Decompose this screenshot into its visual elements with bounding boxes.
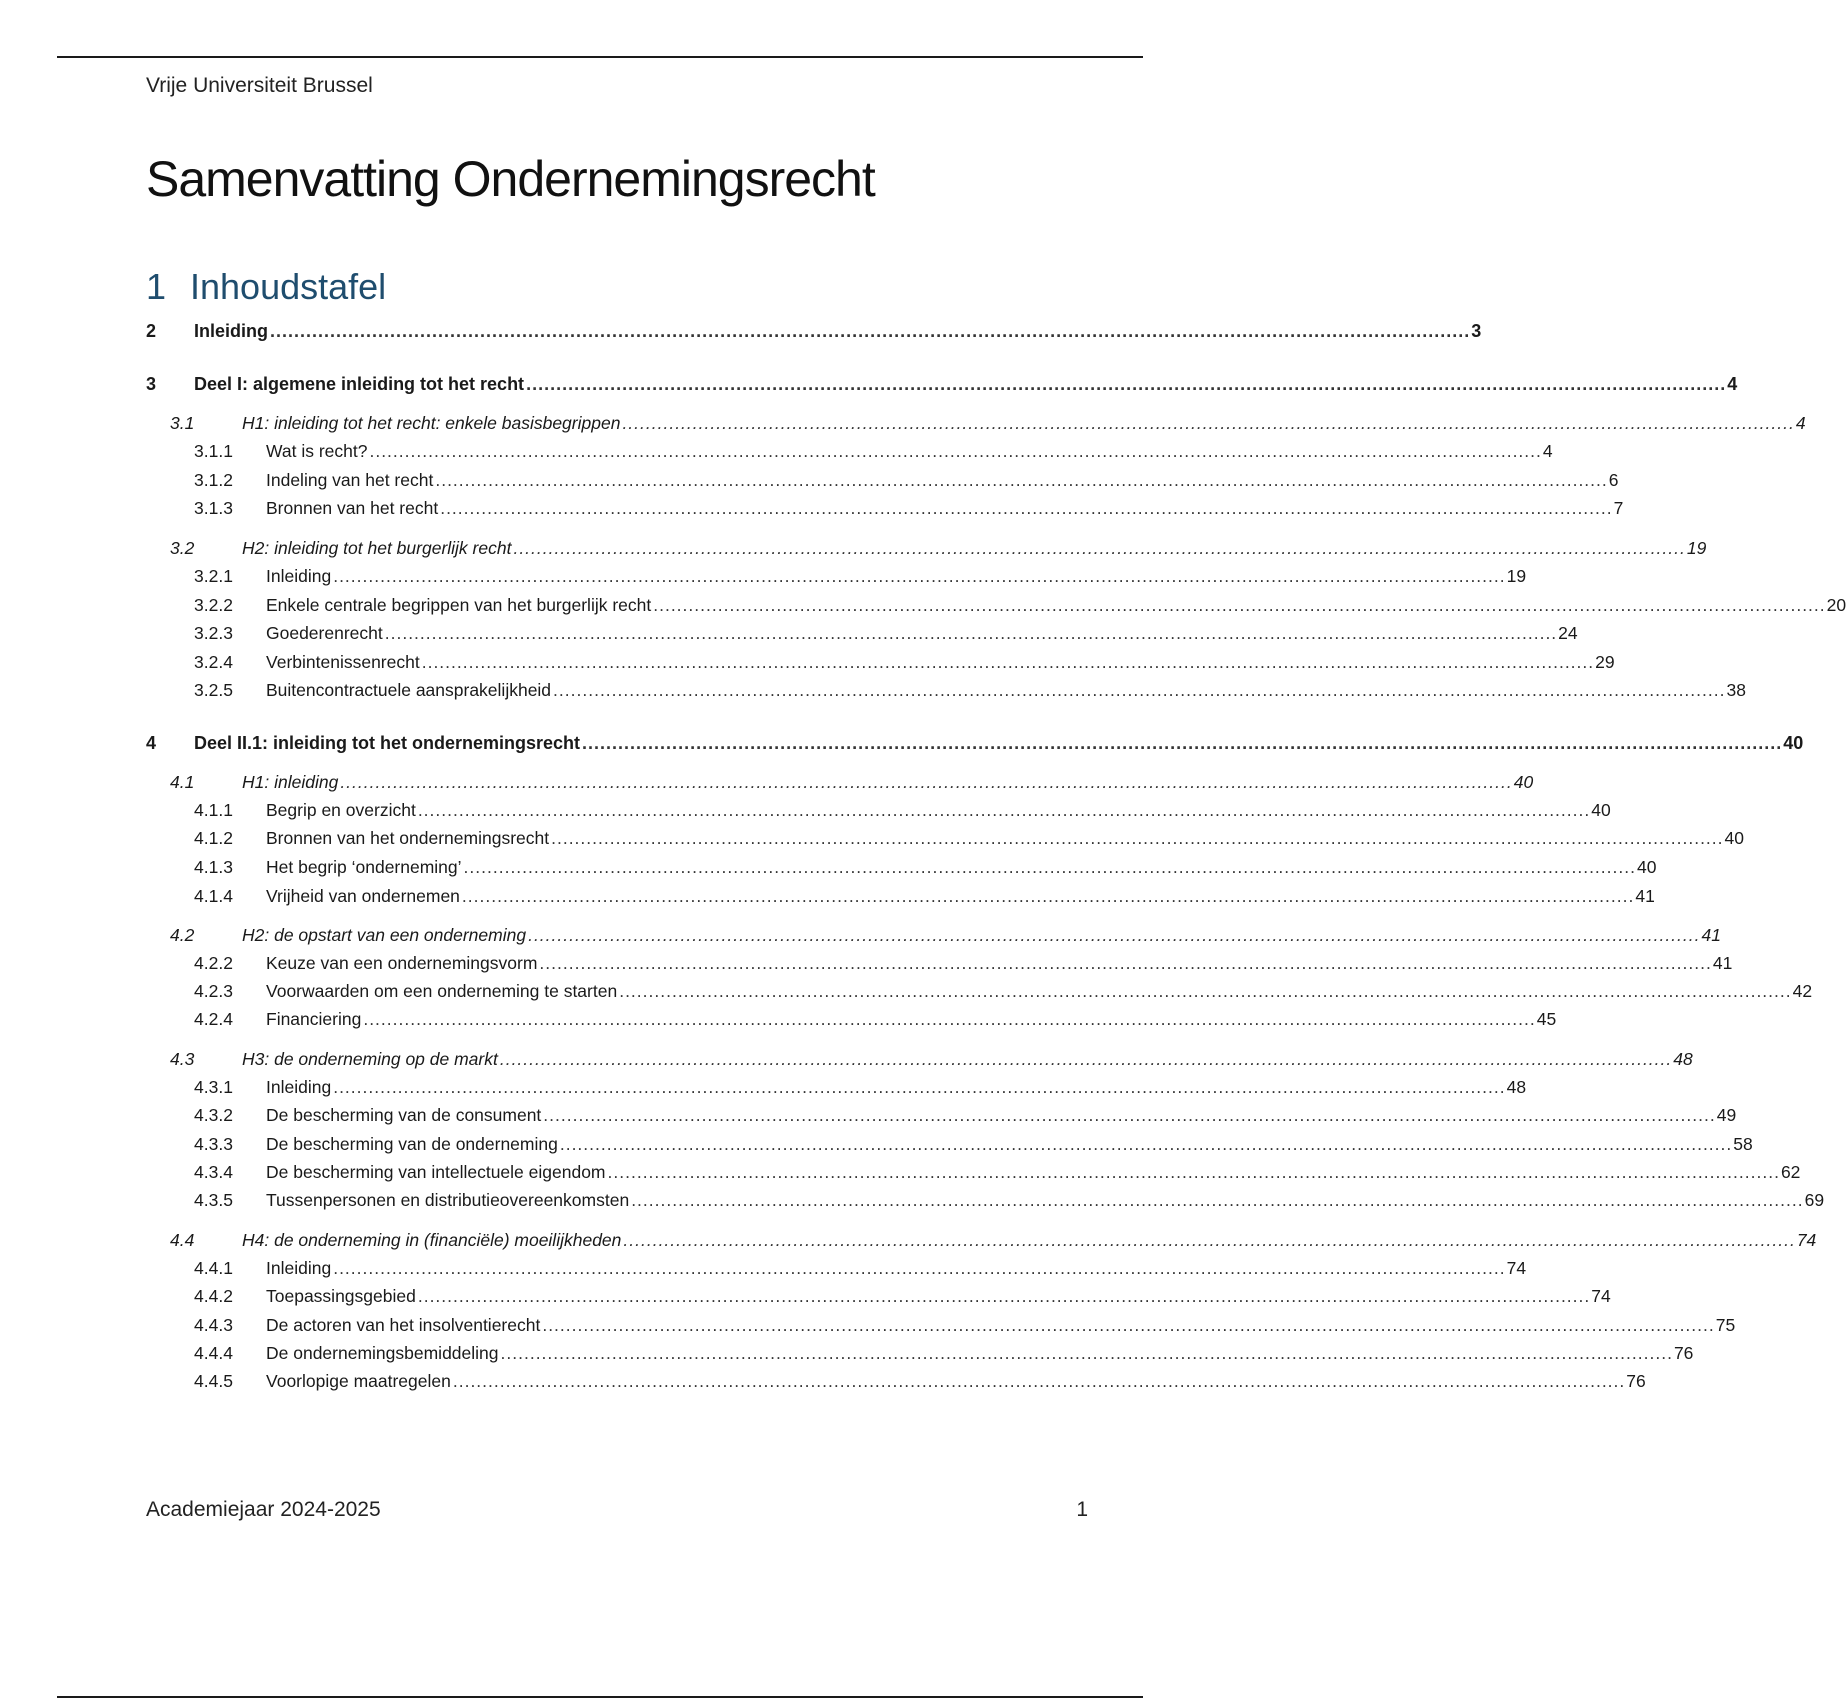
toc-entry[interactable]: [0, 797, 1611, 823]
toc-entry-page: 40: [1636, 857, 1657, 877]
toc-leader-dots: ........................................................................................................................................................................................................: [417, 1286, 1591, 1306]
toc-entry[interactable]: [0, 1283, 1611, 1309]
toc-entry[interactable]: [0, 535, 1707, 561]
toc-entry[interactable]: [0, 950, 1733, 976]
toc-entry-number: 4.3.4: [194, 1162, 233, 1182]
toc-entry-link[interactable]: [266, 1161, 1801, 1183]
toc-entry[interactable]: [0, 769, 1534, 795]
toc-leader-dots: ........................................................................................................................................................................................................: [363, 1009, 1536, 1029]
toc-entry-title: De bescherming van intellectuele eigendom: [266, 1162, 606, 1182]
toc-entry-page: 48: [1673, 1049, 1693, 1069]
toc-entry-number: 4.2.2: [194, 953, 233, 973]
toc-entry-title: De bescherming van de onderneming: [266, 1134, 558, 1154]
toc-entry[interactable]: [0, 1227, 1817, 1253]
toc-entry-page: 7: [1613, 498, 1624, 518]
toc-entry-link[interactable]: [266, 651, 1615, 673]
toc-leader-dots: ........................................................................................................................................................................................................: [607, 1162, 1780, 1182]
toc-entry[interactable]: [0, 922, 1721, 948]
toc-entry-title: Inleiding: [194, 321, 268, 341]
toc-entry-number: 4.2: [170, 925, 195, 945]
toc-entry[interactable]: [0, 1074, 1527, 1100]
toc-entry-title: Verbintenissenrecht: [266, 652, 420, 672]
toc-entry-page: 4: [1795, 413, 1806, 433]
toc-entry-number: 3.2.3: [194, 623, 233, 643]
toc-entry-link[interactable]: [266, 1342, 1694, 1364]
toc-entry-page: 42: [1792, 981, 1813, 1001]
toc-leader-dots: ........................................................................................................................................................................................................: [500, 1343, 1673, 1363]
toc-entry-link[interactable]: [266, 980, 1813, 1002]
toc-entry[interactable]: [0, 1187, 1825, 1213]
toc-entry-link[interactable]: [242, 412, 1806, 434]
toc-leader-dots: ........................................................................................................................................................................................................: [528, 925, 1701, 945]
toc-entry-number: 4.2.3: [194, 981, 233, 1001]
toc-leader-dots: ........................................................................................................................................................................................................: [421, 652, 1595, 672]
toc-entry-title: Keuze van een ondernemingsvorm: [266, 953, 538, 973]
toc-entry-number: 3.1.1: [194, 441, 233, 461]
toc-leader-dots: ........................................................................................................................................................................................................: [619, 981, 1792, 1001]
toc-leader-dots: ........................................................................................................................................................................................................: [463, 857, 1636, 877]
toc-entry-title: Financiering: [266, 1009, 362, 1029]
toc-leader-dots: ........................................................................................................................................................................................................: [333, 566, 1506, 586]
footer-rule: [57, 1696, 1143, 1698]
toc-entry[interactable]: [0, 1131, 1753, 1157]
toc-entry-number: 4.1.3: [194, 857, 233, 877]
toc-entry-number: 4.3.2: [194, 1105, 233, 1125]
toc-entry-number: 4.1.2: [194, 828, 233, 848]
toc-entry-number: 4.4.5: [194, 1371, 233, 1391]
toc-heading-number: 1: [146, 266, 167, 307]
toc-entry-page: 75: [1715, 1315, 1736, 1335]
toc-entry-page: 74: [1591, 1286, 1611, 1306]
toc-entry-number: 3.1: [170, 413, 195, 433]
toc-entry-title: Inleiding: [266, 1077, 332, 1097]
toc-entry-link[interactable]: [266, 469, 1619, 491]
toc-entry-link[interactable]: [266, 679, 1746, 701]
toc-entry[interactable]: [0, 1312, 1736, 1338]
toc-leader-dots: ........................................................................................................................................................................................................: [526, 374, 1727, 394]
toc-leader-dots: ........................................................................................................................................................................................................: [513, 538, 1686, 558]
toc-entry-title: Deel I: algemene inleiding tot het recht: [194, 374, 525, 394]
footer-academic-year: Academiejaar 2024-2025: [146, 1498, 381, 1521]
toc-leader-dots: ........................................................................................................................................................................................................: [417, 800, 1591, 820]
toc-leader-dots: ........................................................................................................................................................................................................: [452, 1371, 1626, 1391]
toc-entry[interactable]: [0, 620, 1578, 646]
toc-entry[interactable]: [0, 1368, 1646, 1394]
toc-entry-page: 40: [1724, 828, 1744, 848]
toc-entry[interactable]: [0, 1255, 1527, 1281]
toc-entry[interactable]: [0, 730, 1804, 756]
toc-entry-number: 4: [146, 733, 157, 753]
toc-entry-number: 4.3.3: [194, 1134, 233, 1154]
toc-entry[interactable]: [0, 978, 1813, 1004]
toc-entry-title: Voorwaarden om een onderneming te starten: [266, 981, 618, 1001]
toc-entry-page: 40: [1783, 733, 1804, 753]
toc-entry-link[interactable]: [266, 827, 1744, 849]
toc-leader-dots: ........................................................................................................................................................................................................: [384, 623, 1558, 643]
toc-entry-link[interactable]: [242, 924, 1721, 946]
toc-leader-dots: ........................................................................................................................................................................................................: [539, 953, 1712, 973]
toc-entry-link[interactable]: [242, 1048, 1693, 1070]
toc-entry-number: 4.4.3: [194, 1315, 233, 1335]
toc-leader-dots: ........................................................................................................................................................................................................: [631, 1190, 1804, 1210]
toc-entry-number: 4.1.1: [194, 800, 233, 820]
toc-entry-number: 4.1: [170, 772, 195, 792]
toc-entry-number: 4.4.1: [194, 1258, 233, 1278]
toc-entry-link[interactable]: [266, 1370, 1646, 1392]
toc-leader-dots: ........................................................................................................................................................................................................: [369, 441, 1542, 461]
toc-entry-title: H2: de opstart van een onderneming: [242, 925, 527, 945]
toc-entry-number: 4.4.4: [194, 1343, 233, 1363]
toc-entry-page: 41: [1635, 886, 1655, 906]
toc-entry-link[interactable]: [266, 1008, 1557, 1030]
toc-entry-title: Het begrip ‘onderneming’: [266, 857, 462, 877]
toc-entry-page: 4: [1542, 441, 1553, 461]
toc-entry-number: 3.2.4: [194, 652, 233, 672]
toc-entry-page: 69: [1804, 1190, 1825, 1210]
toc-entry-number: 4.1.4: [194, 886, 233, 906]
toc-entry-page: 58: [1733, 1134, 1753, 1154]
toc-entry[interactable]: [0, 677, 1746, 703]
toc-leader-dots: ........................................................................................................................................................................................................: [559, 1134, 1733, 1154]
toc-entry-title: Inleiding: [266, 566, 332, 586]
toc-leader-dots: ........................................................................................................................................................................................................: [653, 595, 1826, 615]
toc-leader-dots: ........................................................................................................................................................................................................: [333, 1258, 1506, 1278]
toc-entry-link[interactable]: [266, 1104, 1737, 1126]
toc-entry-title: Deel II.1: inleiding tot het ondernemingsrecht: [194, 733, 581, 753]
toc-entry-number: 4.4: [170, 1230, 195, 1250]
toc-entry-page: 45: [1536, 1009, 1557, 1029]
toc-entry[interactable]: [0, 371, 1738, 397]
toc-leader-dots: ........................................................................................................................................................................................................: [542, 1315, 1715, 1335]
toc-entry-title: H2: inleiding tot het burgerlijk recht: [242, 538, 512, 558]
toc-entry-title: Bronnen van het ondernemingsrecht: [266, 828, 550, 848]
toc-entry-link[interactable]: [194, 373, 1738, 395]
toc-entry-link[interactable]: [194, 732, 1804, 754]
toc-entry-number: 3.2.2: [194, 595, 233, 615]
toc-entry[interactable]: [0, 649, 1615, 675]
toc-entry-page: 24: [1558, 623, 1578, 643]
toc-entry-title: H4: de onderneming in (financiële) moeilijkheden: [242, 1230, 622, 1250]
toc-leader-dots: ........................................................................................................................................................................................................: [551, 828, 1724, 848]
toc-entry-number: 4.3: [170, 1049, 195, 1069]
toc-entry-number: 3.1.3: [194, 498, 233, 518]
toc-entry-title: Vrijheid van ondernemen: [266, 886, 460, 906]
toc-entry-number: 4.3.1: [194, 1077, 233, 1097]
toc-entry-link[interactable]: [266, 622, 1578, 644]
toc-entry-link[interactable]: [266, 440, 1553, 462]
toc-entry-link[interactable]: [266, 1314, 1736, 1336]
toc-leader-dots: ........................................................................................................................................................................................................: [333, 1077, 1506, 1097]
toc-entry-page: 41: [1712, 953, 1733, 973]
toc-entry-number: 4.3.5: [194, 1190, 233, 1210]
toc-entry-title: H1: inleiding: [242, 772, 339, 792]
toc-entry-title: Toepassingsgebied: [266, 1286, 416, 1306]
toc-entry-link[interactable]: [242, 771, 1534, 793]
toc-leader-dots: ........................................................................................................................................................................................................: [340, 772, 1513, 792]
toc-entry-title: Buitencontractuele aansprakelijkheid: [266, 680, 552, 700]
toc-entry-link[interactable]: [242, 1229, 1817, 1251]
toc-entry-title: H3: de onderneming op de markt: [242, 1049, 498, 1069]
toc-entry-title: Bronnen van het recht: [266, 498, 439, 518]
toc-entry[interactable]: [0, 825, 1744, 851]
toc-entry-page: 29: [1595, 652, 1615, 672]
toc-entry-link[interactable]: [266, 1285, 1611, 1307]
toc-leader-dots: ........................................................................................................................................................................................................: [582, 733, 1783, 753]
toc-entry[interactable]: [0, 495, 1624, 521]
toc-entry-link[interactable]: [266, 885, 1655, 907]
toc-entry-number: 2: [146, 321, 157, 341]
toc-entry[interactable]: [0, 854, 1657, 880]
toc-entry[interactable]: [0, 1340, 1694, 1366]
toc-entry-link[interactable]: [266, 799, 1611, 821]
toc-entry[interactable]: [0, 883, 1655, 909]
toc-entry-page: 40: [1591, 800, 1611, 820]
toc-entry-link[interactable]: [266, 1189, 1825, 1211]
toc-entry-title: Indeling van het recht: [266, 470, 434, 490]
header-institution: Vrije Universiteit Brussel: [146, 74, 373, 97]
toc-entry[interactable]: [0, 1102, 1737, 1128]
toc-entry-page: 38: [1726, 680, 1746, 700]
toc-entry-title: H1: inleiding tot het recht: enkele basisbegrippen: [242, 413, 621, 433]
toc-entry-title: Enkele centrale begrippen van het burgerlijk recht: [266, 595, 652, 615]
toc-entry-link[interactable]: [266, 594, 1846, 616]
toc-entry-page: 20: [1826, 595, 1846, 615]
toc-entry-page: 74: [1796, 1230, 1817, 1250]
toc-entry-title: Voorlopige maatregelen: [266, 1371, 451, 1391]
toc-entry-page: 3: [1471, 321, 1482, 341]
toc-entry[interactable]: [0, 1006, 1557, 1032]
toc-leader-dots: ........................................................................................................................................................................................................: [461, 886, 1635, 906]
toc-entry-number: 3.1.2: [194, 470, 233, 490]
toc-entry-number: 4.4.2: [194, 1286, 233, 1306]
toc-entry-title: De ondernemingsbemiddeling: [266, 1343, 499, 1363]
toc-entry-page: 19: [1506, 566, 1527, 586]
toc-entry-title: Wat is recht?: [266, 441, 368, 461]
toc-entry-title: De bescherming van de consument: [266, 1105, 542, 1125]
toc-leader-dots: ........................................................................................................................................................................................................: [270, 321, 1471, 341]
toc-entry-page: 62: [1780, 1162, 1801, 1182]
toc-entry-link[interactable]: [266, 497, 1624, 519]
toc-leader-dots: ........................................................................................................................................................................................................: [623, 1230, 1796, 1250]
toc-entry-page: 41: [1701, 925, 1721, 945]
toc-entry-page: 76: [1626, 1371, 1646, 1391]
toc-leader-dots: ........................................................................................................................................................................................................: [543, 1105, 1716, 1125]
toc-entry-number: 3.2.1: [194, 566, 233, 586]
toc-entry-link[interactable]: [266, 952, 1733, 974]
toc-entry-page: 6: [1608, 470, 1619, 490]
document-title: Samenvatting Ondernemingsrecht: [146, 151, 875, 207]
toc-leader-dots: ........................................................................................................................................................................................................: [622, 413, 1795, 433]
toc-entry-page: 49: [1716, 1105, 1737, 1125]
toc-entry-title: Goederenrecht: [266, 623, 383, 643]
toc-entry-title: Begrip en overzicht: [266, 800, 416, 820]
toc-entry-link[interactable]: [266, 1133, 1753, 1155]
toc-leader-dots: ........................................................................................................................................................................................................: [553, 680, 1726, 700]
toc-entry-page: 74: [1506, 1258, 1527, 1278]
toc-entry-page: 4: [1727, 374, 1738, 394]
toc-entry-link[interactable]: [266, 856, 1657, 878]
toc-entry[interactable]: [0, 563, 1527, 589]
toc-entry[interactable]: [0, 592, 1846, 618]
toc-entry-page: 40: [1513, 772, 1534, 792]
toc-entry-page: 76: [1673, 1343, 1694, 1363]
toc-entry[interactable]: [0, 1159, 1801, 1185]
toc-entry-title: De actoren van het insolventierecht: [266, 1315, 541, 1335]
toc-entry-link[interactable]: [266, 565, 1527, 587]
toc-heading-label: Inhoudstafel: [190, 266, 387, 307]
toc-entry-link[interactable]: [194, 320, 1482, 342]
toc-entry-page: 19: [1686, 538, 1707, 558]
toc-entry-number: 4.2.4: [194, 1009, 233, 1029]
footer-page-number: 1: [1076, 1498, 1088, 1521]
toc-entry-link[interactable]: [242, 537, 1707, 559]
toc-entry[interactable]: [0, 410, 1806, 436]
toc-entry[interactable]: [0, 467, 1619, 493]
toc-entry-title: Inleiding: [266, 1258, 332, 1278]
toc-entry-page: 48: [1506, 1077, 1527, 1097]
toc-entry[interactable]: [0, 1046, 1693, 1072]
toc-entry-title: Tussenpersonen en distributieovereenkomsten: [266, 1190, 630, 1210]
toc-entry-link[interactable]: [266, 1076, 1527, 1098]
toc-entry-link[interactable]: [266, 1257, 1527, 1279]
toc-entry-number: 3.2.5: [194, 680, 233, 700]
toc-leader-dots: ........................................................................................................................................................................................................: [435, 470, 1608, 490]
toc-leader-dots: ........................................................................................................................................................................................................: [440, 498, 1613, 518]
toc-entry-number: 3: [146, 374, 157, 394]
toc-entry[interactable]: [0, 438, 1553, 464]
toc-leader-dots: ........................................................................................................................................................................................................: [499, 1049, 1673, 1069]
toc-entry[interactable]: [0, 318, 1482, 344]
toc-entry-number: 3.2: [170, 538, 195, 558]
